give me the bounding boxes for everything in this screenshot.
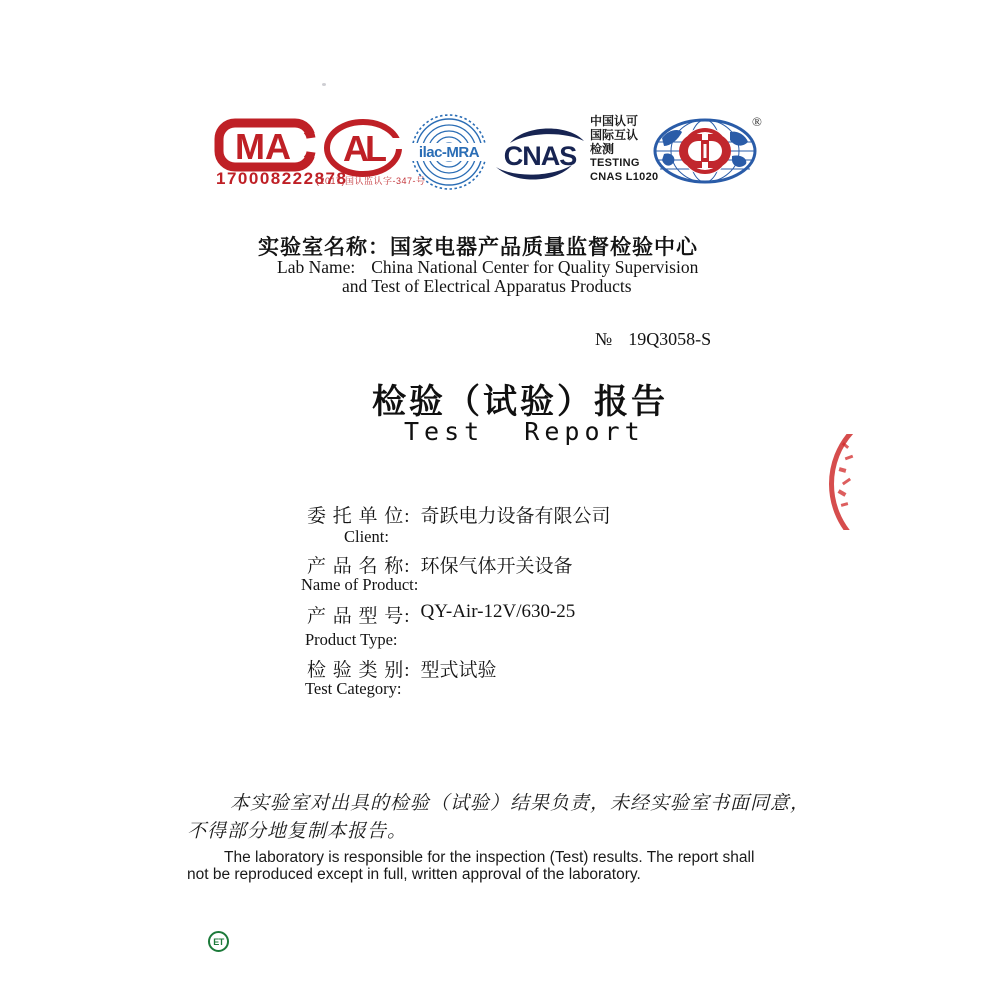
cma-number: 170008222878 (216, 169, 348, 188)
red-seal-stamp (822, 434, 854, 530)
cnas-logo (494, 123, 586, 185)
cma-logo (214, 118, 316, 172)
ilac-mra-label: ilac-MRA (418, 144, 480, 161)
field-client-label-en: Client: (344, 527, 389, 546)
globe-icon (652, 116, 758, 186)
disclaimer-en-line1: The laboratory is responsible for the inspection (Test) results. The report shall (224, 849, 755, 866)
globe-logo (652, 116, 758, 186)
field-test-category-label-zh: 检 验 类 别: (307, 660, 411, 681)
field-product-name-zh (307, 551, 573, 578)
field-client-label-zh: 委 托 单 位: (307, 506, 411, 527)
ilac-mra-icon (409, 112, 489, 192)
field-product-type-value: QY-Air-12V/630-25 (420, 601, 576, 622)
registered-trademark-icon: ® (752, 114, 762, 129)
field-client-zh (307, 501, 611, 528)
scan-speck (322, 83, 326, 86)
accreditation-line-zh1: 中国认可 (590, 114, 639, 128)
report-number (595, 329, 711, 350)
field-test-category-value: 型式试验 (420, 660, 497, 681)
accreditation-line-testing: TESTING (590, 157, 640, 169)
lab-name-zh: 实验室名称：国家电器产品质量监督检验中心 (258, 236, 698, 259)
disclaimer-zh-line2: 不得部分地复制本报告。 (187, 821, 408, 842)
report-number-value: 19Q3058-S (628, 329, 712, 349)
accreditation-text (590, 114, 658, 184)
al-caption: (2017)国认监认字-347-号 (316, 176, 426, 186)
accreditation-line-cnas: CNAS L1020 (590, 171, 659, 183)
al-letters: AL (343, 128, 383, 169)
field-product-type-label-zh: 产 品 型 号: (307, 606, 411, 627)
cnas-icon (494, 123, 586, 185)
al-logo (322, 118, 404, 178)
lab-name-en-text: China National Center for Quality Supervision (371, 257, 699, 277)
cma-letters: MA (235, 126, 291, 167)
field-client-value: 奇跃电力设备有限公司 (420, 506, 611, 527)
cma-logo-icon (214, 118, 316, 172)
disclaimer-zh-line1: 本实验室对出具的检验（试验）结果负责，未经实验室书面同意， (230, 793, 811, 814)
disclaimer-en-line2: not be reproduced except in full, written approval of the laboratory. (187, 866, 641, 883)
cnas-label: CNAS (503, 141, 577, 171)
field-product-name-label-zh: 产 品 名 称: (307, 556, 411, 577)
report-title-en: Test Report (404, 417, 645, 446)
lab-name-en-line1 (277, 257, 698, 278)
accreditation-line-zh3: 检测 (590, 142, 615, 156)
lab-name-en-line2: and Test of Electrical Apparatus Products (342, 276, 632, 296)
field-test-category-zh (307, 655, 497, 682)
field-product-type-zh (307, 601, 575, 628)
field-product-name-label-en: Name of Product: (301, 575, 419, 594)
al-logo-icon (322, 118, 404, 178)
field-test-category-label-en: Test Category: (305, 679, 402, 698)
accreditation-line-zh2: 国际互认 (590, 128, 639, 142)
field-product-type-label-en: Product Type: (305, 630, 398, 649)
report-number-prefix: № (595, 329, 613, 349)
et-mark-label: ET (213, 936, 224, 947)
field-product-name-value: 环保气体开关设备 (420, 556, 573, 577)
report-title-zh: 检验（试验）报告 (372, 383, 668, 421)
ilac-mra-logo (409, 112, 489, 192)
et-mark (208, 931, 229, 952)
lab-name-en-label: Lab Name: (277, 257, 356, 277)
